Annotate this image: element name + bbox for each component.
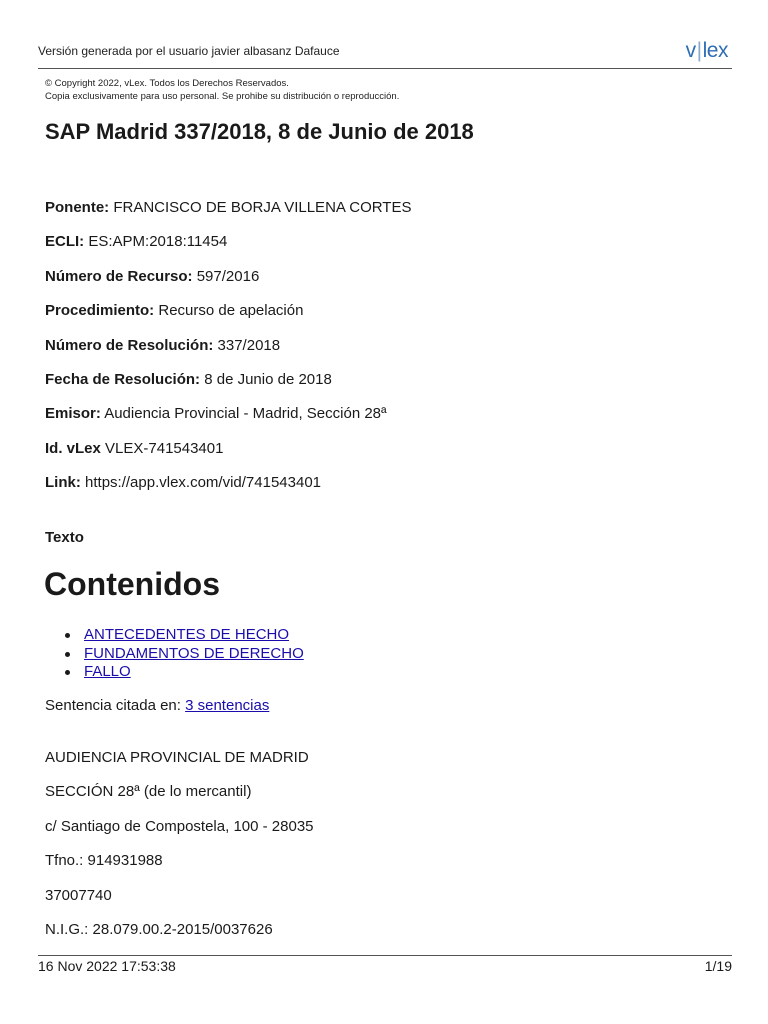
meta-label: Id. vLex bbox=[45, 439, 101, 457]
cited-sentences-link[interactable]: 3 sentencias bbox=[185, 697, 270, 714]
meta-value: 337/2018 bbox=[217, 336, 281, 354]
toc-link-antecedentes[interactable]: ANTECEDENTES DE HECHO bbox=[84, 626, 290, 643]
address-line: N.I.G.: 28.079.00.2-2015/0037626 bbox=[45, 920, 273, 938]
metadata-list bbox=[45, 199, 411, 509]
meta-value: VLEX-741543401 bbox=[105, 439, 224, 457]
court-address-block bbox=[45, 749, 314, 955]
copyright-notice bbox=[45, 77, 399, 103]
footer-divider bbox=[38, 955, 732, 956]
toc-link-fallo[interactable]: FALLO bbox=[84, 663, 131, 680]
footer-timestamp: 16 Nov 2022 17:53:38 bbox=[38, 958, 176, 974]
copyright-line-2: Copia exclusivamente para uso personal. Se prohibe su distribución o reproducción. bbox=[45, 91, 400, 102]
toc-item-fallo bbox=[65, 663, 304, 682]
meta-numero-recurso bbox=[45, 268, 411, 302]
meta-ecli bbox=[45, 233, 411, 267]
table-of-contents bbox=[65, 626, 304, 682]
meta-label: Fecha de Resolución: bbox=[45, 370, 201, 388]
vlex-logo bbox=[686, 39, 728, 63]
meta-value: 597/2016 bbox=[196, 267, 260, 285]
page-number: 1/19 bbox=[704, 958, 732, 974]
address-line: c/ Santiago de Compostela, 100 - 28035 bbox=[45, 817, 314, 835]
meta-value: 8 de Junio de 2018 bbox=[204, 370, 332, 388]
address-line: AUDIENCIA PROVINCIAL DE MADRID bbox=[45, 749, 309, 766]
header-divider bbox=[38, 68, 732, 69]
bullet-icon bbox=[65, 652, 70, 657]
meta-value: FRANCISCO DE BORJA VILLENA CORTES bbox=[113, 199, 412, 216]
contents-heading: Contenidos bbox=[44, 566, 220, 602]
meta-label: Link: bbox=[45, 474, 81, 492]
address-line: Tfno.: 914931988 bbox=[45, 852, 163, 870]
bullet-icon bbox=[65, 633, 70, 638]
copyright-line-1: © Copyright 2022, vLex. Todos los Derechos Reservados. bbox=[45, 78, 289, 89]
cited-in bbox=[45, 697, 269, 714]
meta-fecha-resolucion bbox=[45, 371, 411, 405]
meta-procedimiento bbox=[45, 302, 411, 336]
logo-left: v bbox=[685, 39, 696, 62]
meta-label: ECLI: bbox=[45, 233, 85, 251]
meta-emisor bbox=[45, 405, 411, 439]
meta-id-vlex bbox=[45, 440, 411, 474]
meta-label: Número de Recurso: bbox=[45, 267, 193, 285]
toc-link-fundamentos[interactable]: FUNDAMENTOS DE DERECHO bbox=[84, 644, 304, 662]
meta-numero-resolucion bbox=[45, 337, 411, 371]
meta-link-value[interactable]: https://app.vlex.com/vid/741543401 bbox=[85, 474, 322, 492]
meta-ponente bbox=[45, 199, 411, 233]
logo-right: lex bbox=[702, 39, 728, 62]
meta-value: Recurso de apelación bbox=[158, 302, 304, 320]
meta-link bbox=[45, 474, 411, 508]
texto-label: Texto bbox=[45, 529, 84, 546]
meta-label: Procedimiento: bbox=[45, 302, 155, 320]
toc-item-fundamentos bbox=[65, 645, 304, 664]
generated-by-text: Versión generada por el usuario javier albasanz Dafauce bbox=[38, 44, 340, 58]
address-line: SECCIÓN 28ª (de lo mercantil) bbox=[45, 783, 252, 801]
meta-value: ES:APM:2018:11454 bbox=[88, 233, 228, 251]
page-header bbox=[38, 39, 730, 66]
meta-label: Número de Resolución: bbox=[45, 336, 214, 354]
meta-label: Emisor: bbox=[45, 405, 101, 423]
meta-value: Audiencia Provincial - Madrid, Sección 28ª bbox=[104, 405, 387, 423]
logo-separator: | bbox=[696, 39, 702, 62]
cited-prefix: Sentencia citada en: bbox=[45, 697, 181, 714]
meta-label: Ponente: bbox=[45, 199, 110, 216]
document-title: SAP Madrid 337/2018, 8 de Junio de 2018 bbox=[45, 119, 474, 144]
toc-item-antecedentes bbox=[65, 626, 304, 645]
address-line: 37007740 bbox=[45, 886, 112, 904]
bullet-icon bbox=[65, 670, 70, 675]
